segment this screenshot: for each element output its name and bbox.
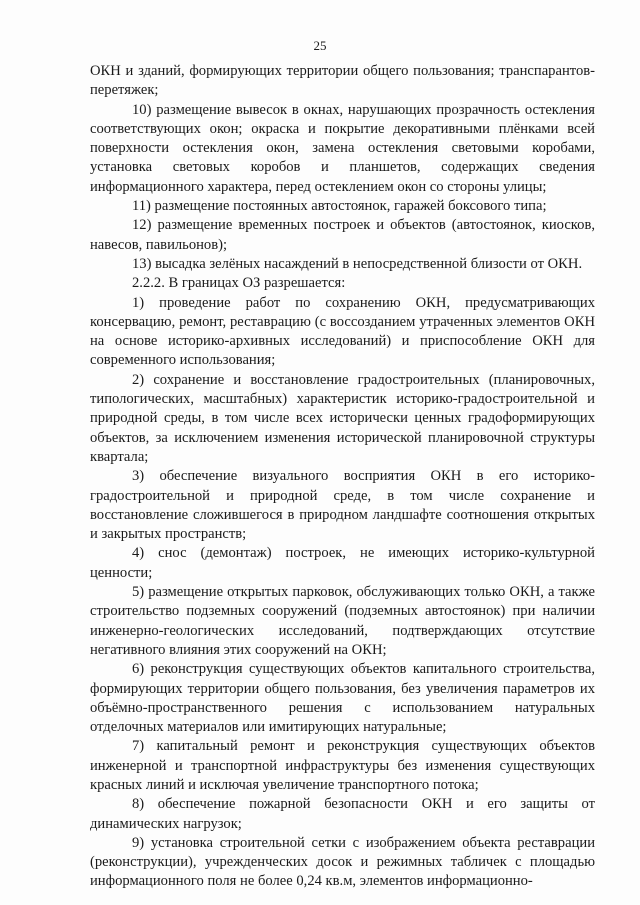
- list-item-8: 8) обеспечение пожарной безопасности ОКН и его защиты от динамических нагрузок;: [90, 796, 595, 832]
- list-item-3: 3) обеспечение визуального восприятия ОКН в его историко-градостроительной и природной среде, в том числе сохранение и восстановление сложившегося в природном ландшафте соотношения открытых и закрытых пространств;: [90, 468, 595, 543]
- list-item-12: 12) размещение временных построек и объектов (автостоянок, киосков, навесов, павильонов);: [90, 217, 595, 253]
- list-item-5: 5) размещение открытых парковок, обслуживающих только ОКН, а также строительство подземных сооружений (подземных автостоянок) при наличии инженерно-геологических исследований, подтверждающих отсутствие негативного влияния этих сооружений на ОКН;: [90, 584, 595, 658]
- list-item-2: 2) сохранение и восстановление градостроительных (планировочных, типологических, масштабных) характеристик историко-градостроительной и природной среды, в том числе всех исторически ценных градоформирующих объектов, за исключением изменения исторической планировочной структуры квартала;: [90, 371, 595, 465]
- document-body: [90, 62, 595, 892]
- section-heading-2-2-2: 2.2.2. В границах ОЗ разрешается:: [132, 275, 346, 292]
- list-item-9: 9) установка строительной сетки с изображением объекта реставрации (реконструкции), учрежденческих досок и режимных табличек с площадью информационного поля не более 0,24 кв.м, элементов информационно-: [90, 834, 595, 890]
- list-item-6: 6) реконструкция существующих объектов капитального строительства, формирующих территории общего пользования, без увеличения параметров их объёмно-пространственного решения с использованием натуральных отделочных материалов или имитирующих натуральные;: [90, 661, 595, 736]
- list-item-4: 4) снос (демонтаж) построек, не имеющих историко-культурной ценности;: [90, 545, 595, 581]
- list-item-13: 13) высадка зелёных насаждений в непосредственной близости от ОКН.: [132, 255, 583, 272]
- list-item-1: 1) проведение работ по сохранению ОКН, предусматривающих консервацию, ремонт, реставрацию (с воссозданием утраченных элементов ОКН на основе историко-архивных исследований) и приспособление ОКН для современного использования;: [90, 294, 595, 369]
- list-item-11: 11) размещение постоянных автостоянок, гаражей боксового типа;: [132, 198, 547, 215]
- list-item-7: 7) капитальный ремонт и реконструкция существующих объектов инженерной и транспортной инфраструктуры без изменения существующих красных линий и исключая увеличение транспортного потока;: [90, 738, 595, 793]
- paragraph-continuation: ОКН и зданий, формирующих территории общего пользования; транспарантов-перетяжек;: [90, 63, 595, 99]
- list-item-10: 10) размещение вывесок в окнах, нарушающих прозрачность остекления соответствующих окон; окраска и покрытие декоративными плёнками всей поверхности остекления окон, замена остекления световыми коробами, установка световых коробов и планшетов, содержащих сведения информационного характера, перед остеклением окон со стороны улицы;: [90, 101, 595, 195]
- page-number: 25: [313, 38, 327, 53]
